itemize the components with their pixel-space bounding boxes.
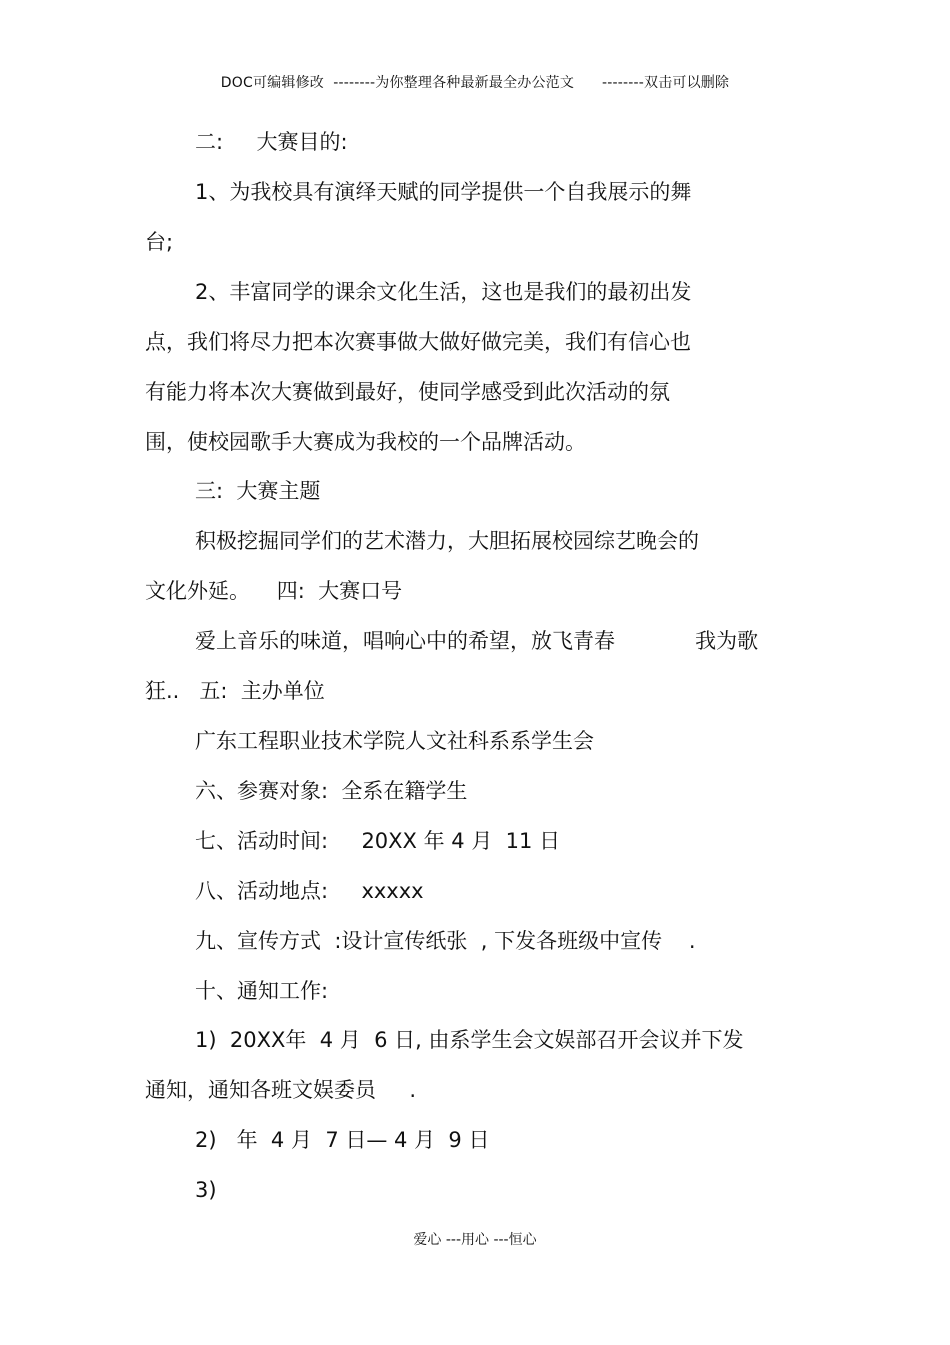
text-line: 2、丰富同学的课余文化生活，这也是我们的最初出发 bbox=[195, 280, 692, 304]
text-line: 七、活动时间: 20XX 年 4 月 11 日 bbox=[195, 829, 561, 853]
text-line: 爱上音乐的味道，唱响心中的希望，放飞青春 我为歌 bbox=[195, 629, 759, 653]
page-footer: 爱心 ---用心 ---恒心 bbox=[413, 1232, 537, 1248]
text-line: 1、为我校具有演绎天赋的同学提供一个自我展示的舞 bbox=[195, 180, 692, 204]
page-header: DOC可编辑修改 --------为你整理各种最新最全办公范文 --------双击可以删除 bbox=[220, 75, 730, 91]
text-line: 二: 大赛目的: bbox=[195, 130, 348, 154]
text-line: 围，使校园歌手大赛成为我校的一个品牌活动。 bbox=[145, 430, 586, 454]
text-line: 点，我们将尽力把本次赛事做大做好做完美，我们有信心也 bbox=[145, 330, 691, 354]
text-line: 六、参赛对象: 全系在籍学生 bbox=[195, 779, 468, 803]
text-line: 三: 大赛主题 bbox=[195, 479, 321, 503]
text-line: 通知，通知各班文娱委员 . bbox=[145, 1078, 417, 1102]
text-line: 八、活动地点: xxxxx bbox=[195, 879, 424, 903]
text-line: 有能力将本次大赛做到最好，使同学感受到此次活动的氛 bbox=[145, 380, 670, 404]
text-line: 1) 20XX年 4 月 6 日, 由系学生会文娱部召开会议并下发 bbox=[195, 1028, 744, 1052]
text-line: 十、通知工作: bbox=[195, 979, 329, 1003]
text-line: 3) bbox=[195, 1178, 217, 1202]
text-line: 狂.. 五: 主办单位 bbox=[145, 679, 325, 703]
text-line: 积极挖掘同学们的艺术潜力，大胆拓展校园综艺晚会的 bbox=[195, 529, 699, 553]
text-line: 台; bbox=[145, 230, 174, 254]
text-line: 2) 年 4 月 7 日— 4 月 9 日 bbox=[195, 1128, 490, 1152]
text-line: 文化外延。 四: 大赛口号 bbox=[145, 579, 403, 603]
text-line: 广东工程职业技术学院人文社科系系学生会 bbox=[195, 729, 594, 753]
text-line: 九、宣传方式 :设计宣传纸张 , 下发各班级中宣传 . bbox=[195, 929, 696, 953]
